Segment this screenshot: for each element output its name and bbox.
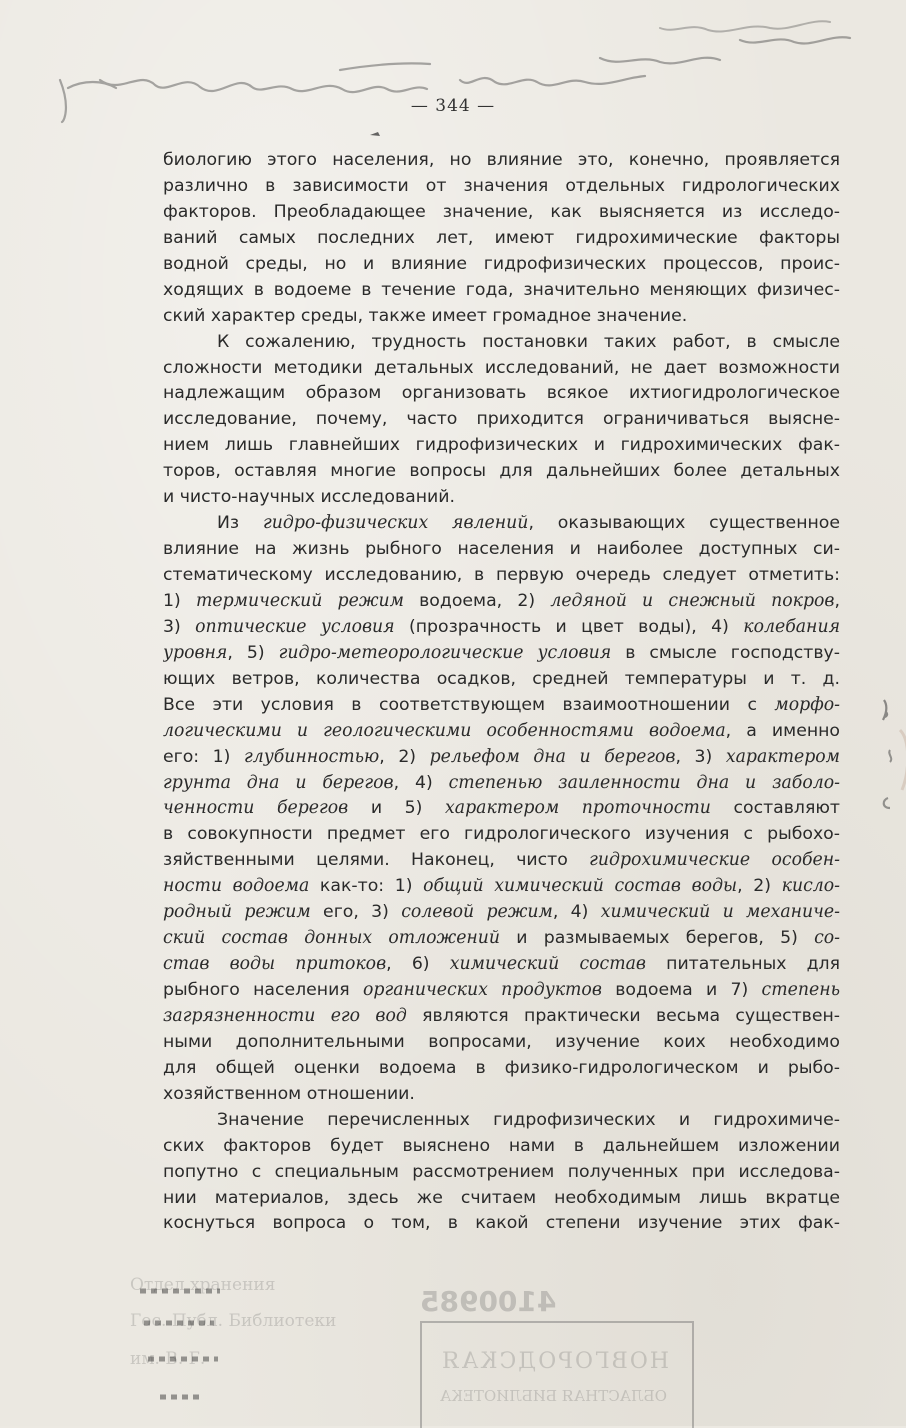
italic-term: со-	[814, 928, 840, 949]
text-line	[163, 174, 840, 200]
body-text	[163, 148, 840, 1237]
text-run: рыбного населения	[163, 980, 363, 1000]
text-run: ющих ветров, количества осадков, средней температуры и т. д.	[163, 668, 840, 689]
italic-term: ский состав донных отложений	[163, 928, 501, 949]
text-line	[163, 978, 840, 1004]
text-run: торов, оставляя многие вопросы для дальнейших более детальных	[163, 461, 840, 482]
text-run: нии материалов, здесь же считаем необходимым лишь вкратце	[163, 1187, 840, 1208]
text-run: Все эти условия в соответствующем взаимоотношении с	[163, 694, 775, 715]
italic-term: оптические условия	[195, 616, 395, 637]
inventory-number: 4100985	[420, 1285, 557, 1318]
text-line	[163, 1134, 840, 1160]
text-line	[163, 1211, 840, 1237]
text-line	[163, 952, 840, 978]
italic-term: солевой режим	[401, 902, 553, 923]
text-line	[163, 304, 840, 330]
italic-term: ченности берегов	[163, 798, 349, 819]
text-run: , 2)	[379, 746, 430, 767]
text-run: 3)	[163, 616, 196, 637]
margin-marks	[876, 690, 906, 830]
italic-term: родный режим	[163, 902, 311, 923]
text-run: ными дополнительными вопросами, изучение коих необходимо	[163, 1031, 840, 1052]
stamp-left-line-1: Отдел хранения	[130, 1275, 276, 1295]
text-run: Значение перечисленных гидрофизических и гидрохимиче-	[217, 1109, 840, 1130]
text-run: его: 1)	[163, 746, 244, 767]
text-run: , оказывающих существенное	[528, 513, 840, 534]
text-line	[163, 1186, 840, 1212]
italic-term: гидро-физических явлений	[263, 513, 529, 534]
page-number: — 344 —	[410, 96, 496, 116]
italic-term: общий химический состав воды	[423, 876, 738, 897]
text-line	[163, 641, 840, 667]
text-line	[163, 537, 840, 563]
text-run: ский характер среды, также имеет громадное значение.	[163, 305, 688, 326]
text-run: факторов. Преобладающее значение, как выясняется из исследо-	[163, 201, 840, 222]
text-line	[163, 459, 840, 485]
text-run: являются практически весьма существен-	[406, 1005, 840, 1026]
text-run: надлежащим образом организовать всякое ихтиогидрологическое	[163, 383, 840, 404]
text-run: , 2)	[737, 876, 782, 897]
text-line	[163, 1160, 840, 1186]
text-line	[163, 511, 840, 537]
italic-term: колебания	[743, 616, 840, 637]
italic-term: рельефом дна и берегов	[429, 746, 676, 767]
text-line	[163, 1030, 840, 1056]
text-run: ских факторов будет выяснено нами в дальнейшем изложении	[163, 1135, 840, 1156]
text-run: в смысле господству-	[611, 642, 840, 663]
text-run: как-то: 1)	[309, 876, 424, 897]
text-line	[163, 485, 840, 511]
text-line	[163, 1108, 840, 1134]
stamp-left-line-2: Гос. Публ. Библиотеки	[130, 1311, 337, 1331]
text-run: , 4)	[393, 772, 449, 793]
text-run: Из	[217, 513, 263, 534]
text-run: , 6)	[386, 954, 450, 975]
italic-term: характером проточности	[445, 798, 711, 819]
italic-term: характером	[725, 746, 840, 767]
text-run: попутно с специальным рассмотрением полученных при исследова-	[163, 1161, 840, 1182]
text-run: и чисто-научных исследований.	[163, 487, 455, 508]
text-run: , 4)	[552, 902, 601, 923]
text-line	[163, 589, 840, 615]
italic-term: логическими и геологическими особенностями водоема	[163, 720, 726, 741]
text-run: нием лишь главнейших гидрофизических и гидрохимических фак-	[163, 435, 840, 456]
text-line	[163, 874, 840, 900]
text-line	[163, 433, 840, 459]
text-line	[163, 148, 840, 174]
text-run: в совокупности предмет его гидрологического изучения с рыбохо-	[163, 824, 840, 845]
text-line	[163, 719, 840, 745]
italic-term: став воды притоков	[163, 954, 387, 975]
stamp-subtitle: ОБЛАСТНАЯ БИБЛИОТЕКА	[440, 1387, 667, 1405]
italic-term: кисло-	[781, 876, 840, 897]
italic-term: химический состав	[449, 954, 646, 975]
text-run: хозяйственном отношении.	[163, 1083, 415, 1104]
text-run: влияние на жизнь рыбного населения и наиболее доступных си-	[163, 539, 840, 560]
text-line	[163, 771, 840, 797]
italic-term: уровня	[163, 642, 228, 663]
italic-term: степень	[761, 980, 840, 1000]
text-run: , а именно	[725, 720, 840, 741]
italic-term: глубинностью	[243, 746, 380, 767]
text-run: составляют	[710, 798, 840, 819]
text-line	[163, 563, 840, 589]
text-line	[163, 693, 840, 719]
text-line	[163, 848, 840, 874]
text-run: ,	[834, 590, 840, 611]
text-run: и 5)	[348, 798, 446, 819]
text-run: его, 3)	[310, 902, 402, 923]
text-run: К сожалению, трудность постановки таких работ, в смысле	[217, 331, 840, 352]
text-run: биологию этого населения, но влияние это, конечно, проявляется	[163, 150, 840, 170]
text-line	[163, 900, 840, 926]
text-line	[163, 278, 840, 304]
text-run: (прозрачность и цвет воды), 4)	[394, 616, 744, 637]
stamp-box	[420, 1321, 694, 1428]
text-run: зяйственными целями. Наконец, чисто	[163, 850, 590, 871]
text-run: водной среды, но и влияние гидрофизических процессов, проис-	[163, 253, 840, 274]
text-line	[163, 745, 840, 771]
text-line	[163, 796, 840, 822]
text-run: , 3)	[675, 746, 726, 767]
text-line	[163, 226, 840, 252]
text-run: 1)	[163, 590, 196, 611]
text-run: ваний самых последних лет, имеют гидрохимические факторы	[163, 227, 840, 248]
text-run: различно в зависимости от значения отдельных гидрологических	[163, 175, 840, 196]
italic-term: гидрохимические особен-	[589, 850, 840, 871]
text-line	[163, 615, 840, 641]
text-line	[163, 200, 840, 226]
handwritten-note	[40, 10, 900, 160]
stamp-title: НОВГОРОДСКАЯ	[440, 1349, 670, 1374]
italic-term: ледяной и снежный покров	[550, 590, 835, 611]
text-run: стематическому исследованию, в первую очередь следует отметить:	[163, 565, 840, 585]
text-run: коснуться вопроса о том, в какой степени изучение этих фак-	[163, 1213, 840, 1234]
text-run: сложности методики детальных исследований, не дает возможности	[163, 357, 840, 378]
text-line	[163, 252, 840, 278]
italic-term: морфо-	[774, 694, 840, 715]
italic-term: ности водоема	[163, 876, 310, 897]
text-line	[163, 381, 840, 407]
italic-term: химический и механиче-	[600, 902, 840, 923]
stamp-smudge	[120, 1273, 270, 1423]
italic-term: степенью заиленности дна и заболо-	[448, 772, 840, 793]
text-line	[163, 1082, 840, 1108]
text-run: для общей оценки водоема в физико-гидрологическом и рыбо-	[163, 1057, 840, 1078]
text-line	[163, 926, 840, 952]
stamp-left-line-3: им. В. Г.	[130, 1349, 206, 1369]
text-run: , 5)	[227, 642, 279, 663]
italic-term: грунта дна и берегов	[163, 772, 394, 793]
text-line	[163, 667, 840, 693]
text-line	[163, 1056, 840, 1082]
text-run: исследование, почему, часто приходится ограничиваться выясне-	[163, 409, 840, 430]
text-line	[163, 356, 840, 382]
text-run: и размываемых берегов, 5)	[500, 928, 815, 949]
italic-term: загрязненности его вод	[163, 1005, 407, 1026]
text-line	[163, 1004, 840, 1030]
text-line	[163, 330, 840, 356]
text-run: ходящих в водоеме в течение года, значительно меняющих физичес-	[163, 279, 840, 300]
text-line	[163, 822, 840, 848]
library-stamp	[90, 1265, 710, 1426]
text-run: питательных для	[645, 954, 840, 975]
italic-term: термический режим	[195, 590, 404, 611]
italic-term: гидро-метеорологические условия	[278, 642, 612, 663]
text-run: водоема, 2)	[403, 590, 551, 611]
text-line	[163, 407, 840, 433]
italic-term: органических продуктов	[363, 980, 602, 1000]
text-run: водоема и 7)	[601, 980, 762, 1000]
